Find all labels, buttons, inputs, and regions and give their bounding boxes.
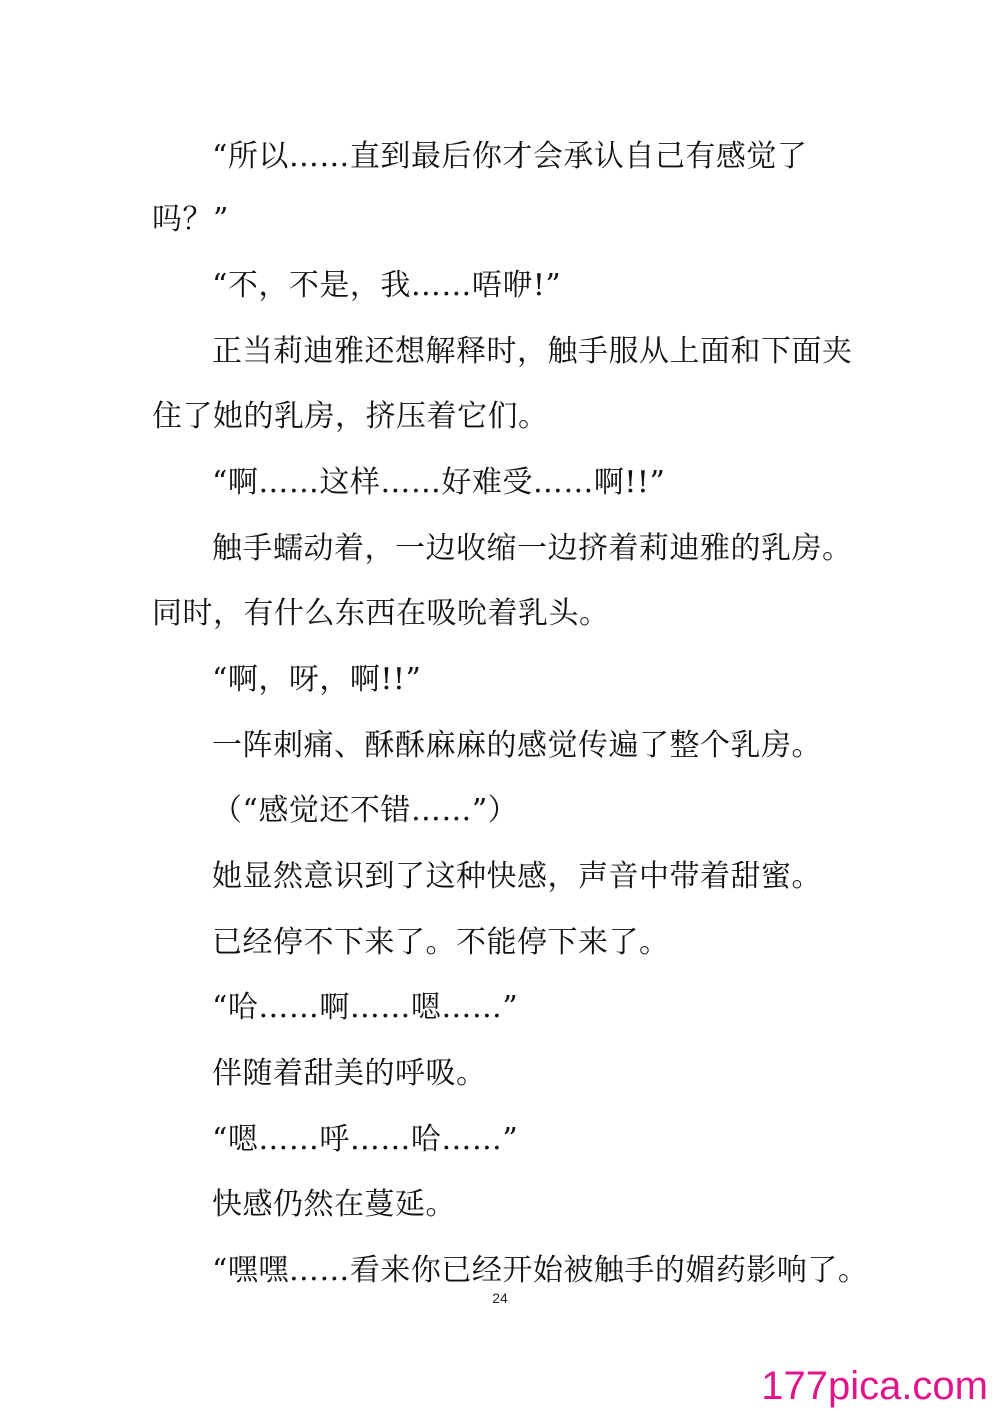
text-line: “哈……啊……嗯……” xyxy=(212,990,519,1025)
text-line: 正当莉迪雅还想解释时，触手服从上面和下面夹 xyxy=(212,334,853,369)
watermark: 177pica.com xyxy=(761,1364,988,1408)
text-line: “不，不是，我……唔咿!” xyxy=(212,268,562,303)
text-line: （“感觉还不错……”） xyxy=(212,793,519,828)
text-line: “啊……这样……好难受……啊!!” xyxy=(212,465,666,500)
text-line: “嘿嘿……看来你已经开始被触手的媚药影响了。 xyxy=(212,1253,869,1288)
text-line: 已经停不下来了。不能停下来了。 xyxy=(212,925,670,960)
text-line: “嗯……呼……哈……” xyxy=(212,1122,519,1157)
text-line: “啊，呀，啊!!” xyxy=(212,662,422,697)
text-line: “所以……直到最后你才会承认自己有感觉了 xyxy=(212,139,808,174)
text-line: 伴随着甜美的呼吸。 xyxy=(212,1056,487,1091)
text-line: 一阵刺痛、酥酥麻麻的感觉传遍了整个乳房。 xyxy=(212,728,822,763)
text-line: 住了她的乳房，挤压着它们。 xyxy=(152,399,549,434)
text-line: 快感仍然在蔓延。 xyxy=(212,1187,456,1222)
text-line: 同时，有什么东西在吸吮着乳头。 xyxy=(152,596,610,631)
page-number: 24 xyxy=(492,1290,508,1306)
text-line: 她显然意识到了这种快感，声音中带着甜蜜。 xyxy=(212,859,822,894)
text-line: 吗？” xyxy=(152,202,229,237)
text-line: 触手蠕动着，一边收缩一边挤着莉迪雅的乳房。 xyxy=(212,531,853,566)
